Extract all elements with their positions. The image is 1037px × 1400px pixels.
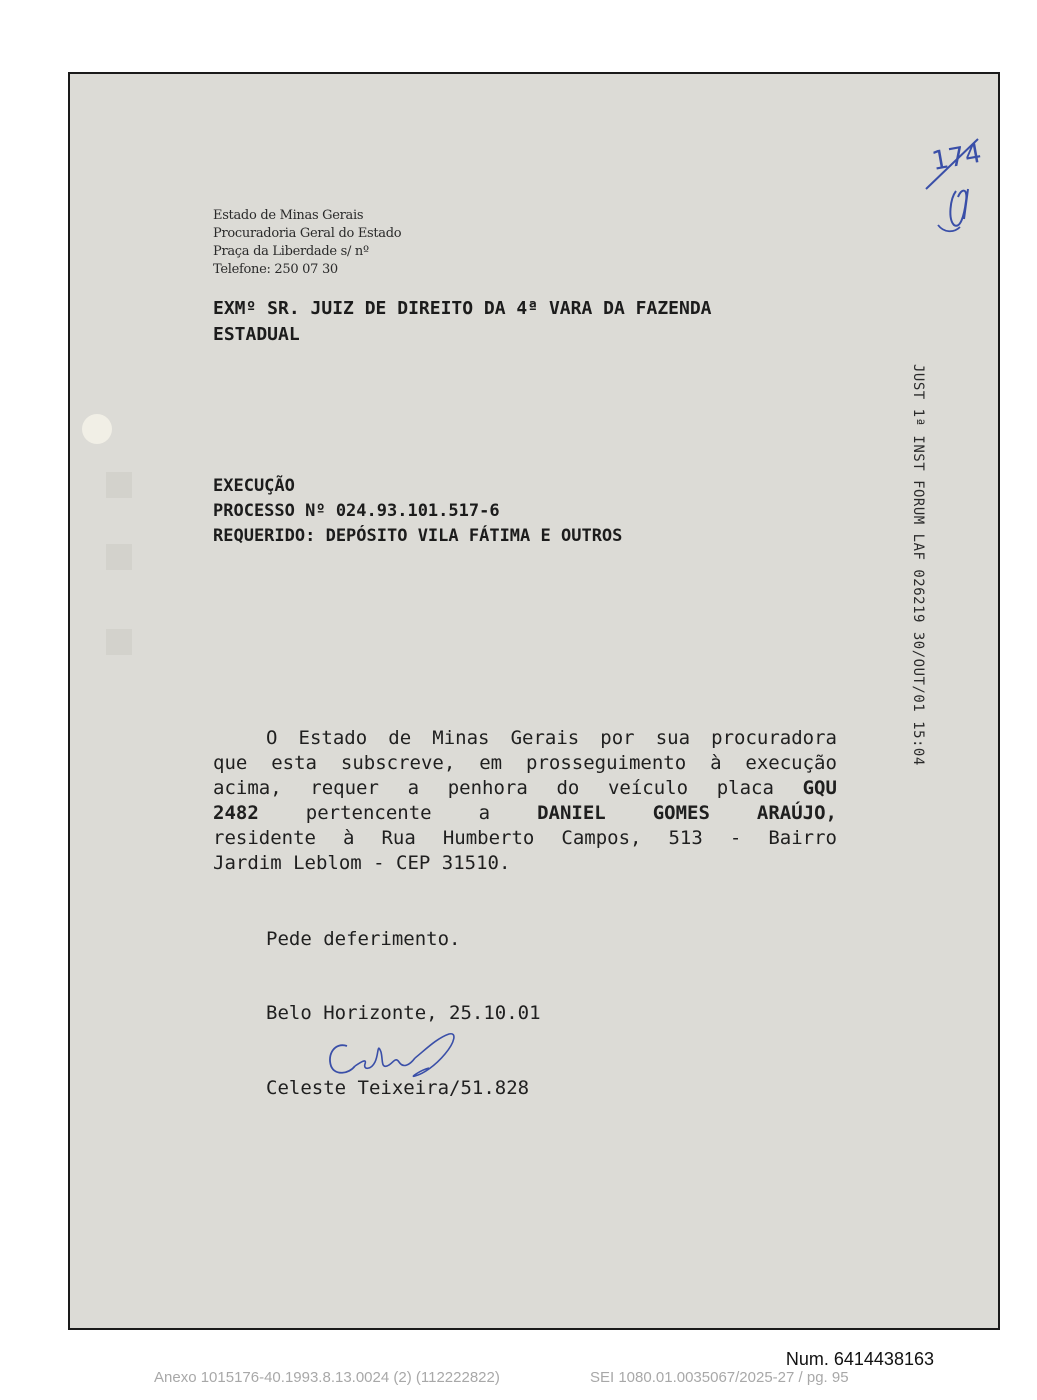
case-info (213, 474, 622, 549)
body-word: Bairro (768, 827, 837, 849)
folio-handwritten (920, 129, 990, 244)
case-type: EXECUÇÃO (213, 476, 295, 496)
body-word: residente (213, 827, 316, 849)
body-line (213, 751, 837, 776)
letterhead-phone: Telefone: 250 07 30 (213, 262, 338, 277)
folio-number: 174 (929, 138, 984, 177)
body-word: a (407, 777, 420, 799)
body-word: Estado (298, 727, 368, 749)
body-word: Minas (432, 727, 490, 749)
owner-name-part: DANIEL (537, 802, 606, 824)
body-word: por (600, 727, 635, 749)
closing-request: Pede deferimento. (266, 928, 461, 950)
body-word: que (213, 752, 248, 774)
body-word: esta (271, 752, 317, 774)
punch-hole (82, 414, 112, 444)
body-word: Humberto (442, 827, 535, 849)
margin-mark (106, 629, 132, 655)
case-process-number: PROCESSO Nº 024.93.101.517-6 (213, 501, 500, 521)
petition-body (213, 726, 837, 876)
body-word: em (479, 752, 503, 774)
owner-name-part: ARAÚJO, (756, 802, 837, 824)
margin-mark (106, 544, 132, 570)
body-line (213, 776, 837, 801)
letterhead-address: Praça da Liberdade s/ nº (213, 244, 369, 259)
body-word: penhora (447, 777, 528, 799)
owner-name-part: GOMES (652, 802, 710, 824)
case-requested-party: REQUERIDO: DEPÓSITO VILA FÁTIMA E OUTROS (213, 526, 623, 546)
vehicle-plate-number: 2482 (213, 802, 259, 824)
body-word: à (342, 827, 355, 849)
body-word: pertencente (305, 802, 432, 824)
court-receipt-stamp: JUST 1ª INST FORUM LAF 026219 30/OUT/01 15:04 (910, 364, 926, 766)
body-word: 513 (668, 827, 703, 849)
body-word: requer (310, 777, 379, 799)
body-word: execução (745, 752, 837, 774)
body-line (213, 851, 837, 876)
body-word: acima, (213, 777, 282, 799)
addressee-line-2: ESTADUAL (213, 324, 300, 345)
body-word: Gerais (510, 727, 580, 749)
letterhead-office: Procuradoria Geral do Estado (213, 226, 402, 241)
margin-mark (106, 472, 132, 498)
body-line (213, 826, 837, 851)
body-word: placa (716, 777, 774, 799)
body-line (213, 726, 837, 751)
addressee-line-1: EXMº SR. JUIZ DE DIREITO DA 4ª VARA DA FAZENDA (213, 298, 712, 319)
body-word: Rua (381, 827, 416, 849)
body-text-line: Jardim Leblom - CEP 31510. (213, 852, 511, 874)
letterhead (213, 207, 401, 279)
body-word: - (729, 827, 742, 849)
body-word: do (556, 777, 580, 799)
body-word: O (266, 727, 278, 749)
body-word: veículo (607, 777, 689, 799)
body-word: sua (655, 727, 691, 749)
document-number: Num. 6414438163 (785, 1349, 934, 1369)
body-word: procuradora (711, 727, 837, 749)
addressee (213, 296, 853, 348)
place-date: Belo Horizonte, 25.10.01 (266, 1002, 541, 1024)
body-word: prosseguimento (526, 752, 687, 774)
body-word: de (388, 727, 412, 749)
scanned-page (68, 72, 1000, 1330)
annex-reference: Anexo 1015176-40.1993.8.13.0024 (2) (112222822) (154, 1369, 500, 1386)
signatory-name: Celeste Teixeira/51.828 (266, 1077, 530, 1099)
letterhead-state: Estado de Minas Gerais (213, 208, 364, 223)
vehicle-plate-prefix: GQU (802, 777, 837, 799)
body-line (213, 801, 837, 826)
body-word: Campos, (561, 827, 642, 849)
body-word: à (710, 752, 722, 774)
body-word: subscreve, (340, 752, 456, 774)
body-word: a (478, 802, 491, 824)
sei-reference: SEI 1080.01.0035067/2025-27 / pg. 95 (590, 1369, 849, 1386)
